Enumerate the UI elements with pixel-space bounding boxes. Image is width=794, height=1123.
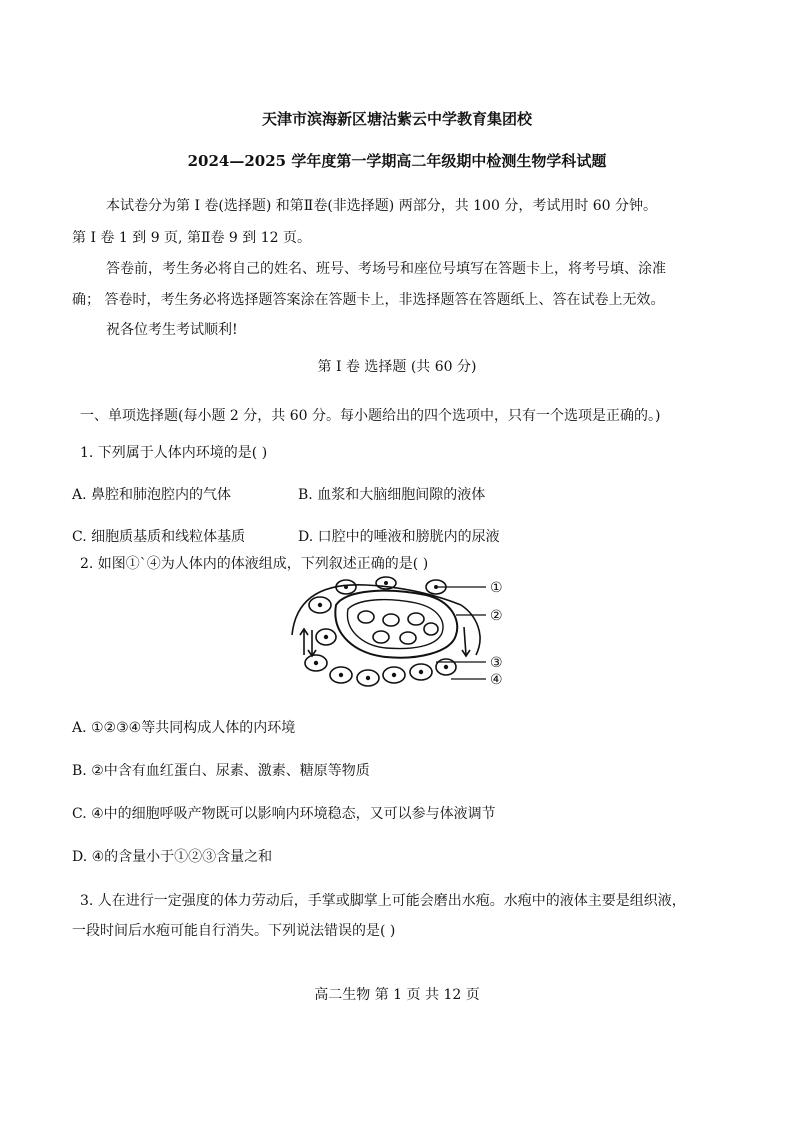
instructions-p1-line1: 本试卷分为第 I 卷(选择题) 和第Ⅱ卷(非选择题) 两部分，共 100 分，考试用时 60 分钟。 (106, 198, 658, 214)
figure-label-2: ② (490, 608, 503, 624)
q2-stem: 2. 如图①`④为人体内的体液组成，下列叙述正确的是( ) (80, 556, 429, 572)
q2-option-b: B. ②中含有血红蛋白、尿素、激素、糖原等物质 (72, 763, 370, 779)
q1-option-c: C. 细胞质基质和线粒体基质 (72, 529, 246, 545)
q2-option-a: A. ①②③④等共同构成人体的内环境 (72, 720, 296, 736)
q1-stem: 1. 下列属于人体内环境的是( ) (80, 445, 268, 461)
figure-label-4: ④ (490, 672, 503, 688)
q3-stem-line2: 一段时间后水疱可能自行消失。下列说法错误的是( ) (72, 923, 396, 939)
q1-option-b: B. 血浆和大脑细胞间隙的液体 (298, 487, 486, 503)
instructions-p1-line2: 第 I 卷 1 到 9 页, 第Ⅱ卷 9 到 12 页。 (72, 230, 311, 246)
page-footer: 高二生物 第 1 页 共 12 页 (314, 987, 480, 1003)
figure-label-3: ③ (490, 655, 503, 671)
q1-option-d: D. 口腔中的唾液和膀胱内的尿液 (298, 529, 500, 545)
school-name: 天津市滨海新区塘沽紫云中学教育集团校 (261, 110, 532, 128)
figure-label-1: ① (490, 580, 503, 596)
exam-title: 2024—2025 学年度第一学期高二年级期中检测生物学科试题 (187, 152, 607, 170)
q1-option-a: A. 鼻腔和肺泡腔内的气体 (72, 487, 232, 503)
instructions-p2-line2: 确； 答卷时，考生务必将选择题答案涂在答题卡上，非选择题答在答题纸上、答在试卷上无效。 (72, 292, 665, 308)
instructions-p3: 祝各位考生考试顺利! (106, 322, 238, 338)
q3-stem-line1: 3. 人在进行一定强度的体力劳动后，手掌或脚掌上可能会磨出水疱。水疱中的液体主要是组织液， (80, 893, 686, 909)
q2-option-d: D. ④的含量小于①②③含量之和 (72, 849, 273, 865)
section-title: 第 I 卷 选择题 (共 60 分) (317, 359, 477, 375)
body-fluid-figure (286, 575, 516, 695)
instructions-p2-line1: 答卷前，考生务必将自己的姓名、班号、考场号和座位号填写在答题卡上，将考号填、涂准 (106, 261, 666, 277)
q2-option-c: C. ④中的细胞呼吸产物既可以影响内环境稳态，又可以参与体液调节 (72, 806, 496, 822)
section-intro: 一、单项选择题(每小题 2 分，共 60 分。每小题给出的四个选项中，只有一个选项是正确的。) (80, 408, 661, 424)
